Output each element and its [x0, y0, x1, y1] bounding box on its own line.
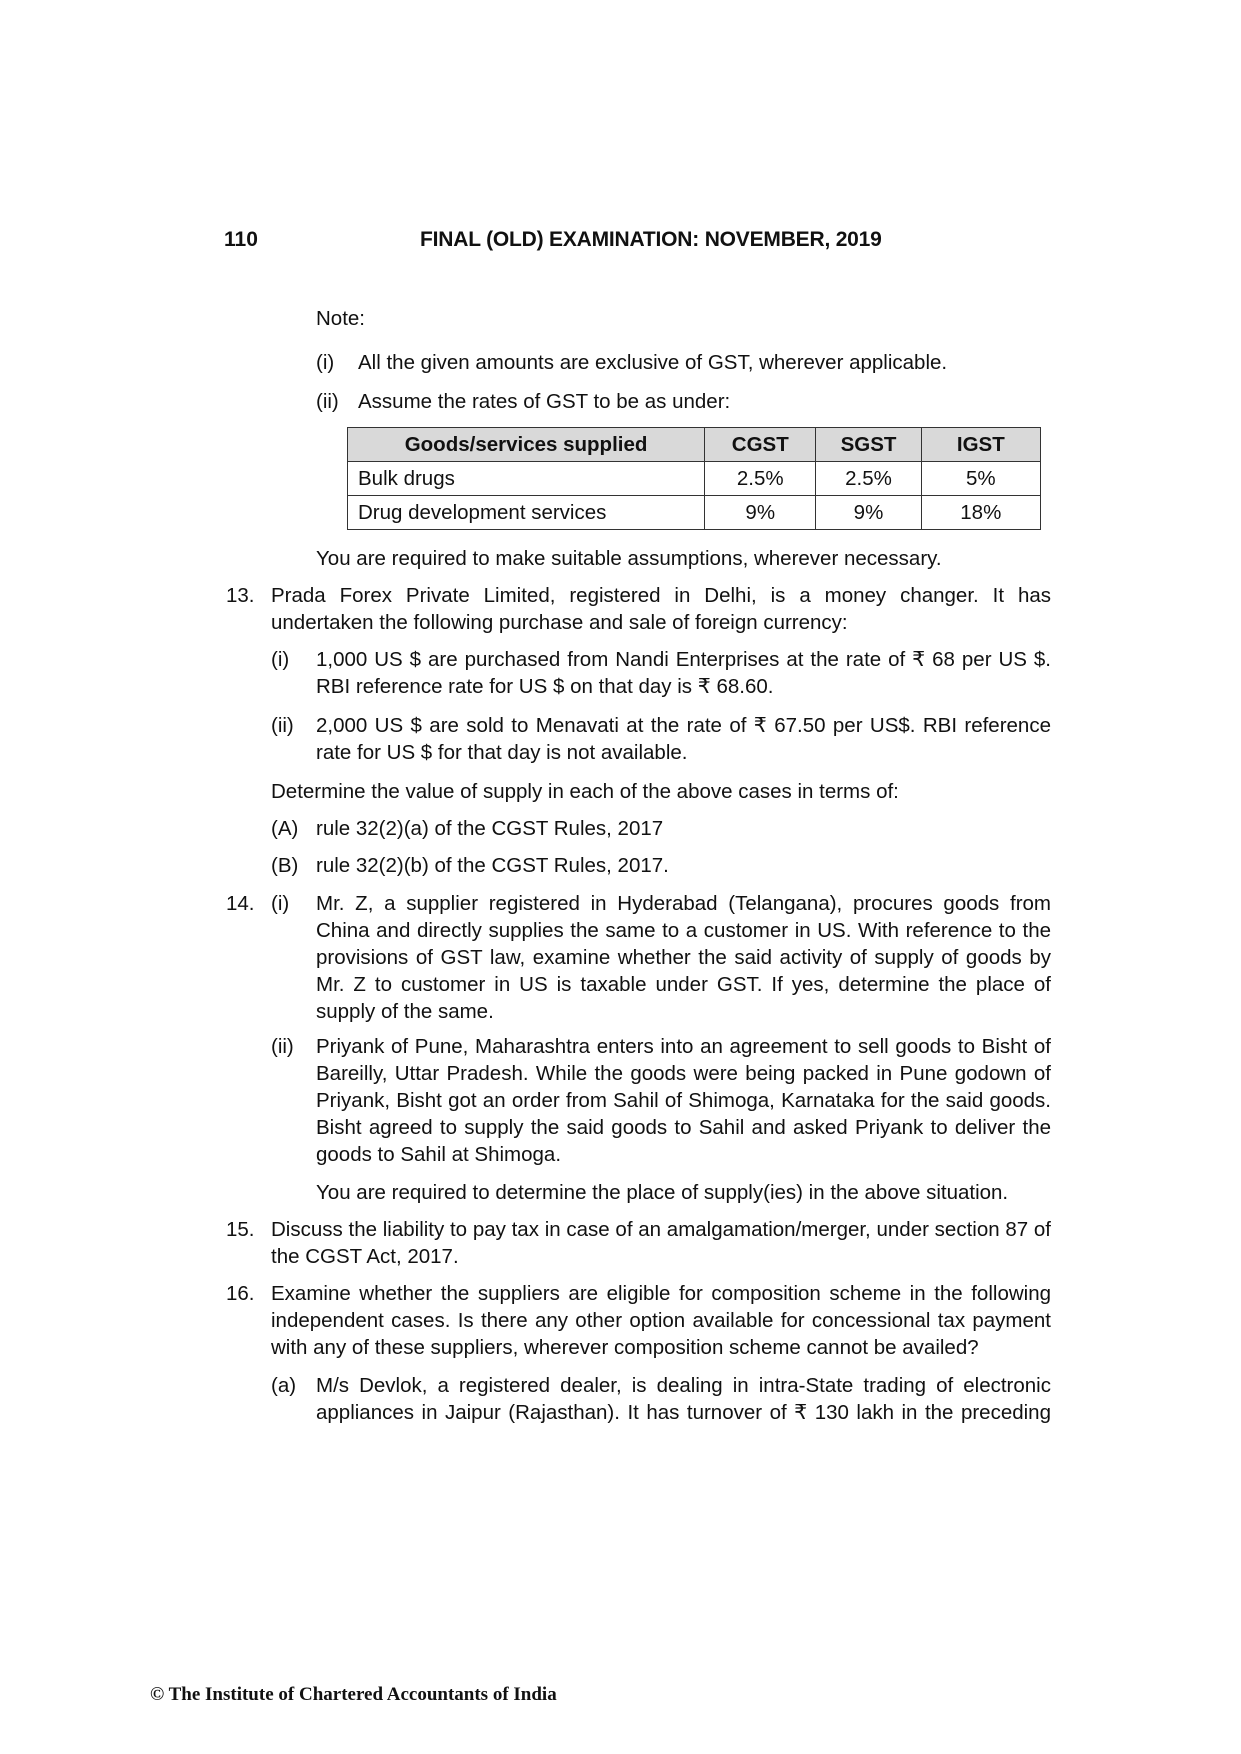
question-number: 14.	[226, 892, 255, 915]
assumption-text: You are required to make suitable assumptions, wherever necessary.	[316, 547, 942, 570]
page-number: 110	[224, 228, 258, 251]
table-cell: 2.5%	[705, 462, 816, 496]
note-item-marker: (ii)	[316, 390, 339, 413]
table-cell: 5%	[921, 462, 1040, 496]
rule-marker: (B)	[271, 854, 299, 877]
table-cell: 9%	[816, 496, 921, 530]
note-item-text: All the given amounts are exclusive of GST, wherever applicable.	[358, 351, 948, 374]
part-text: Mr. Z, a supplier registered in Hyderabad (Telangana), procures goods from China and directly supplies the same to a customer in US. With reference to the provisions of GST law, examine whether the said activity of supply of goods by Mr. Z to customer in US is taxable under GST. If yes, determine the place of supply of the same.	[316, 892, 1051, 1023]
case-text: 2,000 US $ are sold to Menavati at the rate of ₹ 67.50 per US$. RBI reference rate for US $ for that day is not available.	[316, 714, 1051, 764]
part-marker: (ii)	[271, 1035, 294, 1058]
question-number: 16.	[226, 1282, 255, 1305]
table-header-row	[348, 428, 1041, 462]
question-number: 15.	[226, 1218, 255, 1241]
note-label: Note:	[316, 307, 365, 330]
footer-copyright: © The Institute of Chartered Accountants of India	[150, 1684, 557, 1705]
header-cell: SGST	[816, 428, 921, 462]
case-marker: (a)	[271, 1374, 297, 1397]
question-text: Prada Forex Private Limited, registered in Delhi, is a money changer. It has undertaken the following purchase and sale of foreign currency:	[271, 584, 1051, 634]
header-cell: CGST	[705, 428, 816, 462]
note-item-text: Assume the rates of GST to be as under:	[358, 390, 731, 413]
determine-text: Determine the value of supply in each of the above cases in terms of:	[271, 780, 899, 803]
gst-rates-table	[347, 427, 1041, 530]
table-cell: 2.5%	[816, 462, 921, 496]
table-cell: 9%	[705, 496, 816, 530]
part-text: Priyank of Pune, Maharashtra enters into an agreement to sell goods to Bisht of Bareilly, Uttar Pradesh. While the goods were being packed in Pune godown of Priyank, Bisht got an order from Sahil of Shimoga, Karnataka for the said goods. Bisht agreed to supply the said goods to Sahil and asked Priyank to deliver the goods to Sahil at Shimoga.	[316, 1035, 1051, 1166]
table-row	[348, 496, 1041, 530]
header-cell: Goods/services supplied	[348, 428, 705, 462]
case-marker: (i)	[271, 648, 290, 671]
table-cell: Drug development services	[348, 496, 705, 530]
question-text: Discuss the liability to pay tax in case of an amalgamation/merger, under section 87 of the CGST Act, 2017.	[271, 1218, 1051, 1268]
part-marker: (i)	[271, 892, 290, 915]
case-marker: (ii)	[271, 714, 294, 737]
header-cell: IGST	[921, 428, 1040, 462]
rule-text: rule 32(2)(a) of the CGST Rules, 2017	[316, 817, 664, 840]
rule-text: rule 32(2)(b) of the CGST Rules, 2017.	[316, 854, 669, 877]
table-cell: 18%	[921, 496, 1040, 530]
note-item-marker: (i)	[316, 351, 335, 374]
case-text: 1,000 US $ are purchased from Nandi Enterprises at the rate of ₹ 68 per US $. RBI reference rate for US $ on that day is ₹ 68.60.	[316, 648, 1051, 698]
case-text: M/s Devlok, a registered dealer, is dealing in intra-State trading of electronic appliances in Jaipur (Rajasthan). It has turnover of ₹ 130 lakh in the preceding	[316, 1374, 1051, 1424]
table-row	[348, 462, 1041, 496]
table-cell: Bulk drugs	[348, 462, 705, 496]
rule-marker: (A)	[271, 817, 299, 840]
page-title: FINAL (OLD) EXAMINATION: NOVEMBER, 2019	[420, 228, 882, 251]
question-number: 13.	[226, 584, 255, 607]
closing-text: You are required to determine the place of supply(ies) in the above situation.	[316, 1181, 1009, 1204]
question-text: Examine whether the suppliers are eligible for composition scheme in the following independent cases. Is there any other option available for concessional tax payment with any of these suppliers, wherever composition scheme cannot be availed?	[271, 1282, 1051, 1359]
